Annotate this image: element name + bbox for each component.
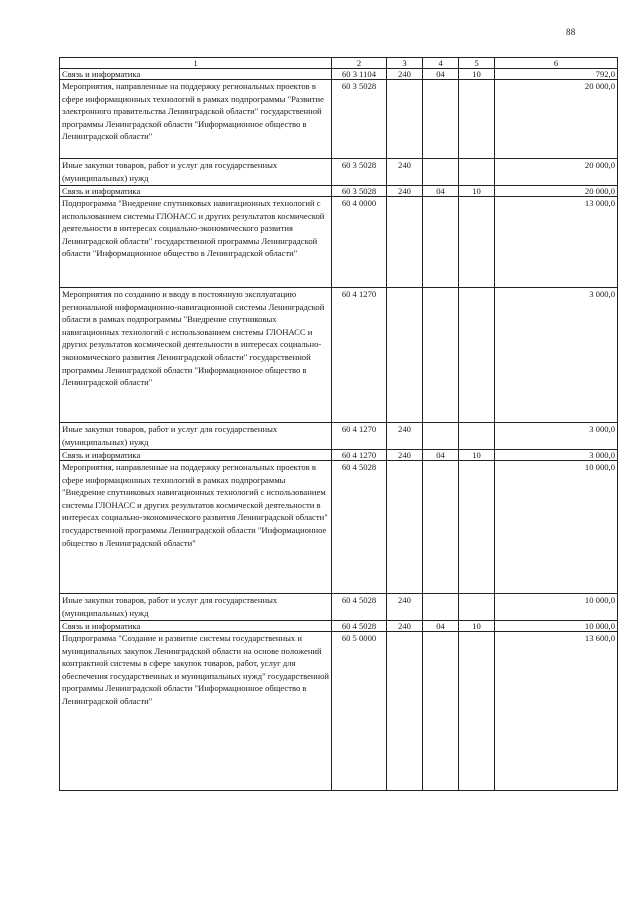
column-number: 3 [387, 58, 423, 69]
row-kvr-cell [387, 288, 423, 423]
row-rz-cell [423, 423, 459, 450]
table-row [60, 186, 618, 197]
row-name-cell: Связь и информатика [60, 450, 332, 461]
table-row [60, 80, 618, 159]
row-sum-cell: 13 600,0 [495, 632, 618, 791]
row-name-cell: Мероприятия, направленные на поддержку региональных проектов в сфере информационных технологий в рамках подпрограммы "Внедрение спутниковых навигационных технологий с использованием системы ГЛОНАСС и других результатов космической деятельности в интересах социально-экономического развития Ленинградской области" государственной программы Ленинградской области "Информационное общество в Ленинградской области" [60, 461, 332, 594]
column-number-row [60, 58, 618, 69]
row-pr-cell [459, 423, 495, 450]
row-pr-cell [459, 288, 495, 423]
row-pr-cell [459, 197, 495, 288]
column-number: 2 [332, 58, 387, 69]
row-pr-cell: 10 [459, 69, 495, 80]
row-sum-cell: 20 000,0 [495, 186, 618, 197]
row-rz-cell: 04 [423, 450, 459, 461]
column-number: 4 [423, 58, 459, 69]
row-sum-cell: 20 000,0 [495, 159, 618, 186]
row-code-cell: 60 4 1270 [332, 423, 387, 450]
row-rz-cell [423, 288, 459, 423]
row-pr-cell [459, 632, 495, 791]
row-pr-cell [459, 594, 495, 621]
row-pr-cell: 10 [459, 186, 495, 197]
row-pr-cell [459, 461, 495, 594]
row-kvr-cell: 240 [387, 450, 423, 461]
row-kvr-cell [387, 461, 423, 594]
table-row [60, 621, 618, 632]
row-kvr-cell: 240 [387, 159, 423, 186]
row-rz-cell [423, 632, 459, 791]
row-code-cell: 60 5 0000 [332, 632, 387, 791]
table-row [60, 632, 618, 791]
row-name-cell: Подпрограмма "Внедрение спутниковых навигационных технологий с использованием системы ГЛОНАСС и других результатов космической деятельности в интересах социально-экономического развития Ленинградской области" государственной программы Ленинградской области "Информационное общество в Ленинградской области" [60, 197, 332, 288]
row-name-cell: Мероприятия по созданию и вводу в постоянную эксплуатацию региональной информационно-навигационной системы Ленинградской области в рамках подпрограммы "Внедрение спутниковых навигационных технологий с использованием системы ГЛОНАСС и других результатов космической деятельности в интересах социально-экономического развития Ленинградской области" государственной программы Ленинградской области "Информационное общество в Ленинградской области" [60, 288, 332, 423]
row-kvr-cell: 240 [387, 186, 423, 197]
row-kvr-cell: 240 [387, 423, 423, 450]
row-pr-cell: 10 [459, 450, 495, 461]
table-row [60, 461, 618, 594]
page-number: 88 [566, 27, 576, 37]
row-rz-cell [423, 461, 459, 594]
row-rz-cell: 04 [423, 186, 459, 197]
table-row [60, 197, 618, 288]
row-kvr-cell: 240 [387, 69, 423, 80]
row-kvr-cell [387, 632, 423, 791]
row-name-cell: Иные закупки товаров, работ и услуг для государственных (муниципальных) нужд [60, 423, 332, 450]
table-row [60, 159, 618, 186]
row-name-cell: Иные закупки товаров, работ и услуг для государственных (муниципальных) нужд [60, 159, 332, 186]
row-code-cell: 60 3 5028 [332, 80, 387, 159]
row-code-cell: 60 4 5028 [332, 594, 387, 621]
column-number: 6 [495, 58, 618, 69]
row-pr-cell [459, 159, 495, 186]
row-kvr-cell: 240 [387, 594, 423, 621]
row-sum-cell: 3 000,0 [495, 423, 618, 450]
row-sum-cell: 10 000,0 [495, 461, 618, 594]
row-code-cell: 60 3 5028 [332, 186, 387, 197]
row-rz-cell [423, 159, 459, 186]
row-rz-cell: 04 [423, 69, 459, 80]
row-rz-cell: 04 [423, 621, 459, 632]
row-name-cell: Подпрограмма "Создание и развитие системы государственных и муниципальных закупок Ленинградской области на основе положений контрактной системы в сфере закупок товаров, работ, услуг для обеспечения государственных и муниципальных нужд" государственной программы Ленинградской области "Информационное общество в Ленинградской области" [60, 632, 332, 791]
row-name-cell: Мероприятия, направленные на поддержку региональных проектов в сфере информационных технологий в рамках подпрограммы "Развитие электронного правительства Ленинградской области" государственной программы Ленинградской области "Информационное общество в Ленинградской области" [60, 80, 332, 159]
table-row [60, 423, 618, 450]
row-kvr-cell [387, 80, 423, 159]
row-code-cell: 60 4 1270 [332, 450, 387, 461]
table-row [60, 450, 618, 461]
row-sum-cell: 792,0 [495, 69, 618, 80]
row-pr-cell: 10 [459, 621, 495, 632]
budget-table [59, 57, 618, 791]
row-rz-cell [423, 197, 459, 288]
row-code-cell: 60 3 1104 [332, 69, 387, 80]
row-code-cell: 60 4 5028 [332, 621, 387, 632]
row-code-cell: 60 3 5028 [332, 159, 387, 186]
row-pr-cell [459, 80, 495, 159]
table-row [60, 69, 618, 80]
row-name-cell: Связь и информатика [60, 69, 332, 80]
table-row [60, 594, 618, 621]
row-name-cell: Связь и информатика [60, 186, 332, 197]
row-code-cell: 60 4 5028 [332, 461, 387, 594]
row-sum-cell: 10 000,0 [495, 621, 618, 632]
row-sum-cell: 13 000,0 [495, 197, 618, 288]
row-name-cell: Связь и информатика [60, 621, 332, 632]
row-sum-cell: 10 000,0 [495, 594, 618, 621]
row-rz-cell [423, 80, 459, 159]
row-code-cell: 60 4 1270 [332, 288, 387, 423]
row-kvr-cell [387, 197, 423, 288]
table-row [60, 288, 618, 423]
column-number: 1 [60, 58, 332, 69]
row-name-cell: Иные закупки товаров, работ и услуг для государственных (муниципальных) нужд [60, 594, 332, 621]
column-number: 5 [459, 58, 495, 69]
row-sum-cell: 3 000,0 [495, 288, 618, 423]
row-code-cell: 60 4 0000 [332, 197, 387, 288]
row-sum-cell: 3 000,0 [495, 450, 618, 461]
row-kvr-cell: 240 [387, 621, 423, 632]
row-sum-cell: 20 000,0 [495, 80, 618, 159]
row-rz-cell [423, 594, 459, 621]
